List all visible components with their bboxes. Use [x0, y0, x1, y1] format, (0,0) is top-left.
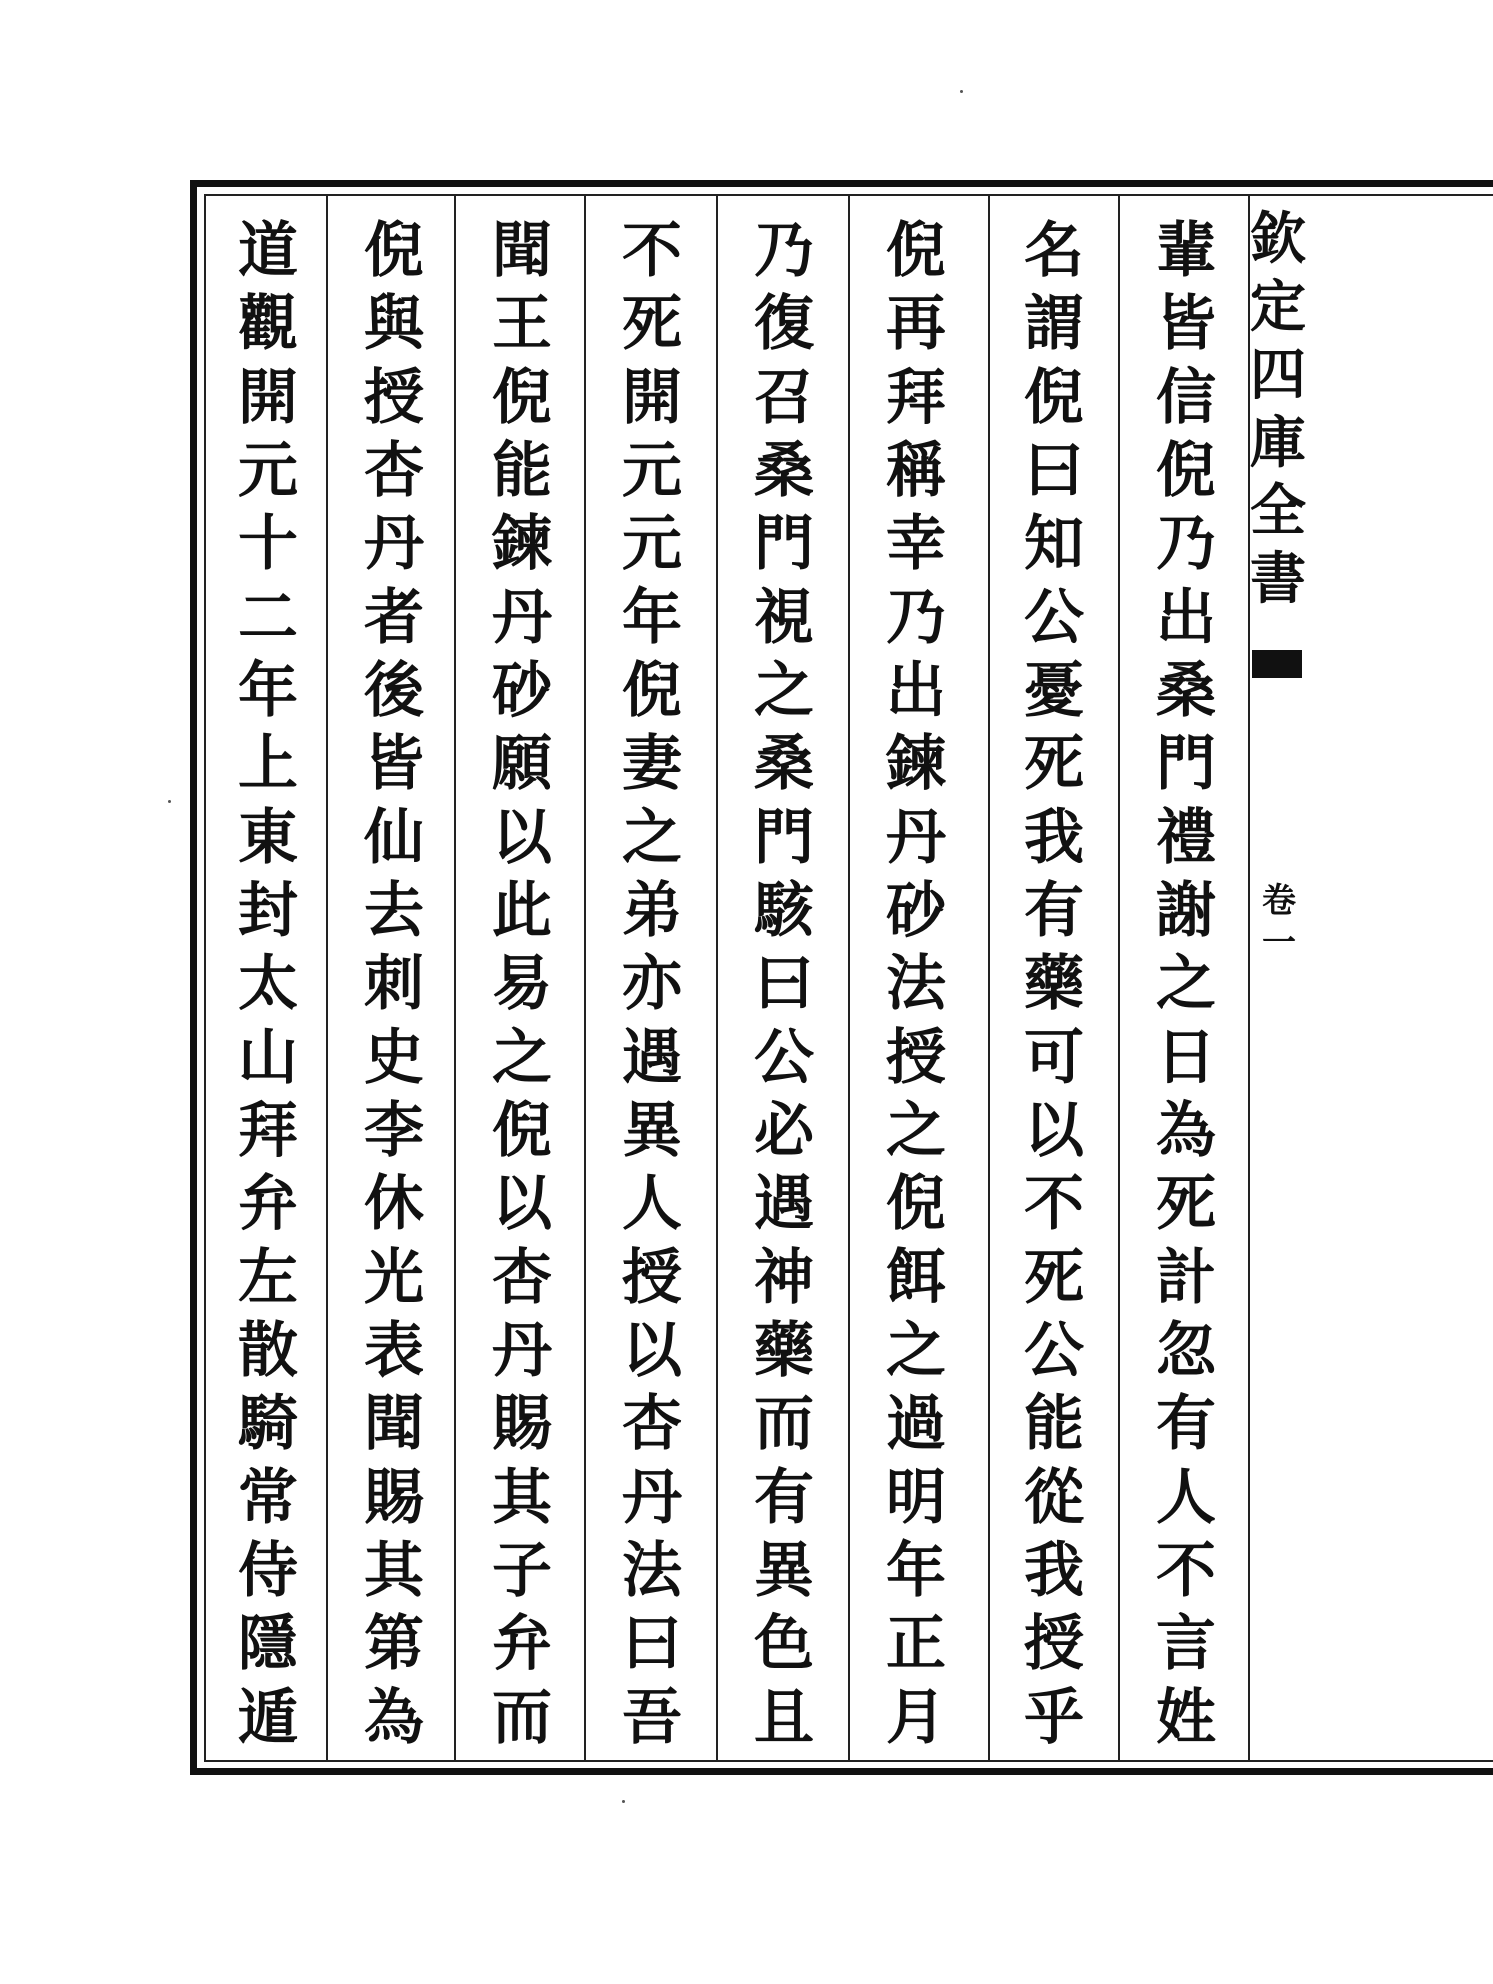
text-char: 刺 — [364, 949, 424, 1020]
text-char: 門 — [1156, 729, 1216, 800]
text-char: 常 — [238, 1462, 298, 1533]
text-char: 有 — [1024, 875, 1084, 946]
text-char: 聞 — [364, 1389, 424, 1460]
text-char: 道 — [238, 216, 298, 286]
text-char: 皆 — [364, 729, 424, 800]
text-char: 過 — [886, 1389, 946, 1460]
text-char: 上 — [238, 729, 298, 800]
text-char: 表 — [364, 1315, 424, 1386]
text-char: 且 — [754, 1682, 814, 1753]
text-char: 封 — [238, 875, 298, 946]
text-char: 謝 — [1156, 875, 1216, 946]
text-char: 可 — [1024, 1022, 1084, 1093]
text-char: 光 — [364, 1242, 424, 1313]
text-char: 年 — [622, 582, 682, 653]
text-char: 桑 — [754, 729, 814, 800]
text-char: 死 — [1024, 1242, 1084, 1313]
text-char: 公 — [754, 1022, 814, 1093]
text-column — [1126, 215, 1246, 1755]
text-char: 出 — [886, 655, 946, 726]
banxin-title-char: 全 — [1250, 478, 1306, 544]
text-char: 十 — [238, 509, 298, 580]
text-char: 乎 — [1024, 1682, 1084, 1753]
text-column — [724, 215, 844, 1755]
text-char: 我 — [1024, 1535, 1084, 1606]
text-char: 桑 — [754, 435, 814, 506]
text-char: 幸 — [886, 509, 946, 580]
text-char: 有 — [754, 1462, 814, 1533]
text-char: 我 — [1024, 802, 1084, 873]
text-char: 授 — [622, 1242, 682, 1313]
text-char: 藥 — [754, 1315, 814, 1386]
text-char: 信 — [1156, 362, 1216, 433]
text-char: 弁 — [492, 1609, 552, 1680]
text-char: 聞 — [492, 216, 552, 286]
text-char: 去 — [364, 875, 424, 946]
text-char: 公 — [1024, 582, 1084, 653]
text-char: 開 — [238, 362, 298, 433]
text-char: 復 — [754, 289, 814, 360]
text-char: 姓 — [1156, 1682, 1216, 1753]
text-char: 月 — [886, 1682, 946, 1753]
text-char: 與 — [364, 289, 424, 360]
column-divider — [584, 196, 586, 1760]
banxin-title-char: 四 — [1250, 342, 1306, 408]
text-char: 倪 — [492, 1095, 552, 1166]
text-char: 丹 — [886, 802, 946, 873]
text-char: 死 — [622, 289, 682, 360]
text-char: 鍊 — [492, 509, 552, 580]
text-column — [994, 215, 1114, 1755]
text-char: 丹 — [492, 1315, 552, 1386]
text-char: 授 — [1024, 1609, 1084, 1680]
text-char: 乃 — [754, 216, 814, 286]
text-char: 元 — [622, 435, 682, 506]
text-char: 而 — [754, 1389, 814, 1460]
text-column — [856, 215, 976, 1755]
text-char: 丹 — [364, 509, 424, 580]
banxin-title-char: 定 — [1250, 274, 1306, 340]
text-char: 餌 — [886, 1242, 946, 1313]
text-char: 謂 — [1024, 289, 1084, 360]
text-char: 遇 — [622, 1022, 682, 1093]
text-char: 曰 — [754, 949, 814, 1020]
text-column — [334, 215, 454, 1755]
text-char: 正 — [886, 1609, 946, 1680]
text-char: 杏 — [622, 1389, 682, 1460]
text-char: 皆 — [1156, 289, 1216, 360]
text-char: 弁 — [238, 1169, 298, 1240]
text-char: 憂 — [1024, 655, 1084, 726]
text-char: 法 — [886, 949, 946, 1020]
text-char: 為 — [1156, 1095, 1216, 1166]
text-char: 之 — [886, 1315, 946, 1386]
text-char: 死 — [1156, 1169, 1216, 1240]
text-char: 杏 — [492, 1242, 552, 1313]
text-char: 名 — [1024, 216, 1084, 286]
text-char: 能 — [1024, 1389, 1084, 1460]
text-char: 藥 — [1024, 949, 1084, 1020]
text-char: 之 — [754, 655, 814, 726]
text-char: 曰 — [622, 1609, 682, 1680]
text-char: 神 — [754, 1242, 814, 1313]
text-char: 忽 — [1156, 1315, 1216, 1386]
text-char: 曰 — [1024, 435, 1084, 506]
text-char: 開 — [622, 362, 682, 433]
text-char: 東 — [238, 802, 298, 873]
text-char: 丹 — [622, 1462, 682, 1533]
text-char: 遁 — [238, 1682, 298, 1753]
text-char: 以 — [1024, 1095, 1084, 1166]
text-char: 妻 — [622, 729, 682, 800]
text-char: 賜 — [492, 1389, 552, 1460]
text-char: 視 — [754, 582, 814, 653]
juan-label — [1255, 880, 1303, 964]
text-char: 法 — [622, 1535, 682, 1606]
text-char: 之 — [492, 1022, 552, 1093]
text-char: 稱 — [886, 435, 946, 506]
text-char: 禮 — [1156, 802, 1216, 873]
text-char: 倪 — [886, 1169, 946, 1240]
text-char: 砂 — [886, 875, 946, 946]
text-char: 計 — [1156, 1242, 1216, 1313]
column-divider — [988, 196, 990, 1760]
column-divider — [716, 196, 718, 1760]
text-char: 年 — [886, 1535, 946, 1606]
text-char: 鍊 — [886, 729, 946, 800]
text-char: 後 — [364, 655, 424, 726]
text-char: 者 — [364, 582, 424, 653]
text-char: 元 — [238, 435, 298, 506]
text-char: 山 — [238, 1022, 298, 1093]
text-char: 倪 — [886, 216, 946, 286]
text-char: 休 — [364, 1169, 424, 1240]
text-char: 騎 — [238, 1389, 298, 1460]
banxin-title-char: 書 — [1250, 546, 1306, 612]
text-char: 以 — [622, 1315, 682, 1386]
text-char: 杏 — [364, 435, 424, 506]
text-char: 第 — [364, 1609, 424, 1680]
fishtail-rule — [1252, 672, 1302, 678]
text-char: 拜 — [886, 362, 946, 433]
text-char: 知 — [1024, 509, 1084, 580]
text-char: 之 — [622, 802, 682, 873]
text-char: 授 — [364, 362, 424, 433]
text-char: 日 — [1156, 1022, 1216, 1093]
text-char: 弟 — [622, 875, 682, 946]
banxin-title-char: 欽 — [1250, 206, 1306, 272]
text-char: 言 — [1156, 1609, 1216, 1680]
text-column — [208, 215, 328, 1755]
text-char: 門 — [754, 509, 814, 580]
text-char: 散 — [238, 1315, 298, 1386]
juan-char: 一 — [1262, 923, 1296, 963]
text-char: 倪 — [622, 655, 682, 726]
text-char: 授 — [886, 1022, 946, 1093]
text-char: 遇 — [754, 1169, 814, 1240]
text-char: 二 — [238, 582, 298, 653]
text-char: 倪 — [364, 216, 424, 286]
text-char: 桑 — [1156, 655, 1216, 726]
paper-speck — [168, 800, 171, 803]
text-char: 召 — [754, 362, 814, 433]
text-char: 易 — [492, 949, 552, 1020]
text-char: 隱 — [238, 1609, 298, 1680]
text-char: 其 — [364, 1535, 424, 1606]
text-char: 再 — [886, 289, 946, 360]
text-char: 賜 — [364, 1462, 424, 1533]
text-char: 以 — [492, 1169, 552, 1240]
text-char: 之 — [886, 1095, 946, 1166]
text-char: 丹 — [492, 582, 552, 653]
text-char: 年 — [238, 655, 298, 726]
text-char: 倪 — [1024, 362, 1084, 433]
text-char: 倪 — [492, 362, 552, 433]
text-char: 左 — [238, 1242, 298, 1313]
juan-char: 卷 — [1262, 881, 1296, 921]
text-char: 異 — [754, 1535, 814, 1606]
text-char: 太 — [238, 949, 298, 1020]
text-char: 不 — [622, 216, 682, 286]
text-char: 乃 — [1156, 509, 1216, 580]
text-char: 子 — [492, 1535, 552, 1606]
banxin-title — [1250, 205, 1305, 613]
text-char: 願 — [492, 729, 552, 800]
text-char: 輩 — [1156, 216, 1216, 286]
text-char: 之 — [1156, 949, 1216, 1020]
text-char: 色 — [754, 1609, 814, 1680]
text-char: 王 — [492, 289, 552, 360]
banxin-title-char: 庫 — [1250, 410, 1306, 476]
text-char: 乃 — [886, 582, 946, 653]
text-char: 砂 — [492, 655, 552, 726]
text-char: 拜 — [238, 1095, 298, 1166]
text-char: 不 — [1024, 1169, 1084, 1240]
text-char: 人 — [1156, 1462, 1216, 1533]
paper-speck — [622, 1800, 625, 1803]
paper-speck — [960, 90, 963, 93]
text-char: 侍 — [238, 1535, 298, 1606]
text-char: 門 — [754, 802, 814, 873]
text-char: 而 — [492, 1682, 552, 1753]
fishtail-mark — [1252, 650, 1302, 672]
text-char: 明 — [886, 1462, 946, 1533]
text-char: 人 — [622, 1169, 682, 1240]
text-char: 公 — [1024, 1315, 1084, 1386]
text-char: 吾 — [622, 1682, 682, 1753]
text-char: 為 — [364, 1682, 424, 1753]
text-char: 從 — [1024, 1462, 1084, 1533]
text-char: 史 — [364, 1022, 424, 1093]
text-column — [462, 215, 582, 1755]
text-char: 死 — [1024, 729, 1084, 800]
column-divider — [454, 196, 456, 1760]
text-char: 觀 — [238, 289, 298, 360]
text-char: 異 — [622, 1095, 682, 1166]
text-char: 亦 — [622, 949, 682, 1020]
text-column — [592, 215, 712, 1755]
text-char: 出 — [1156, 582, 1216, 653]
column-divider — [1118, 196, 1120, 1760]
text-char: 仙 — [364, 802, 424, 873]
text-char: 駭 — [754, 875, 814, 946]
text-char: 有 — [1156, 1389, 1216, 1460]
text-char: 倪 — [1156, 435, 1216, 506]
text-char: 李 — [364, 1095, 424, 1166]
text-char: 此 — [492, 875, 552, 946]
text-char: 必 — [754, 1095, 814, 1166]
text-char: 元 — [622, 509, 682, 580]
text-char: 以 — [492, 802, 552, 873]
text-char: 能 — [492, 435, 552, 506]
text-char: 其 — [492, 1462, 552, 1533]
column-divider — [848, 196, 850, 1760]
text-char: 不 — [1156, 1535, 1216, 1606]
